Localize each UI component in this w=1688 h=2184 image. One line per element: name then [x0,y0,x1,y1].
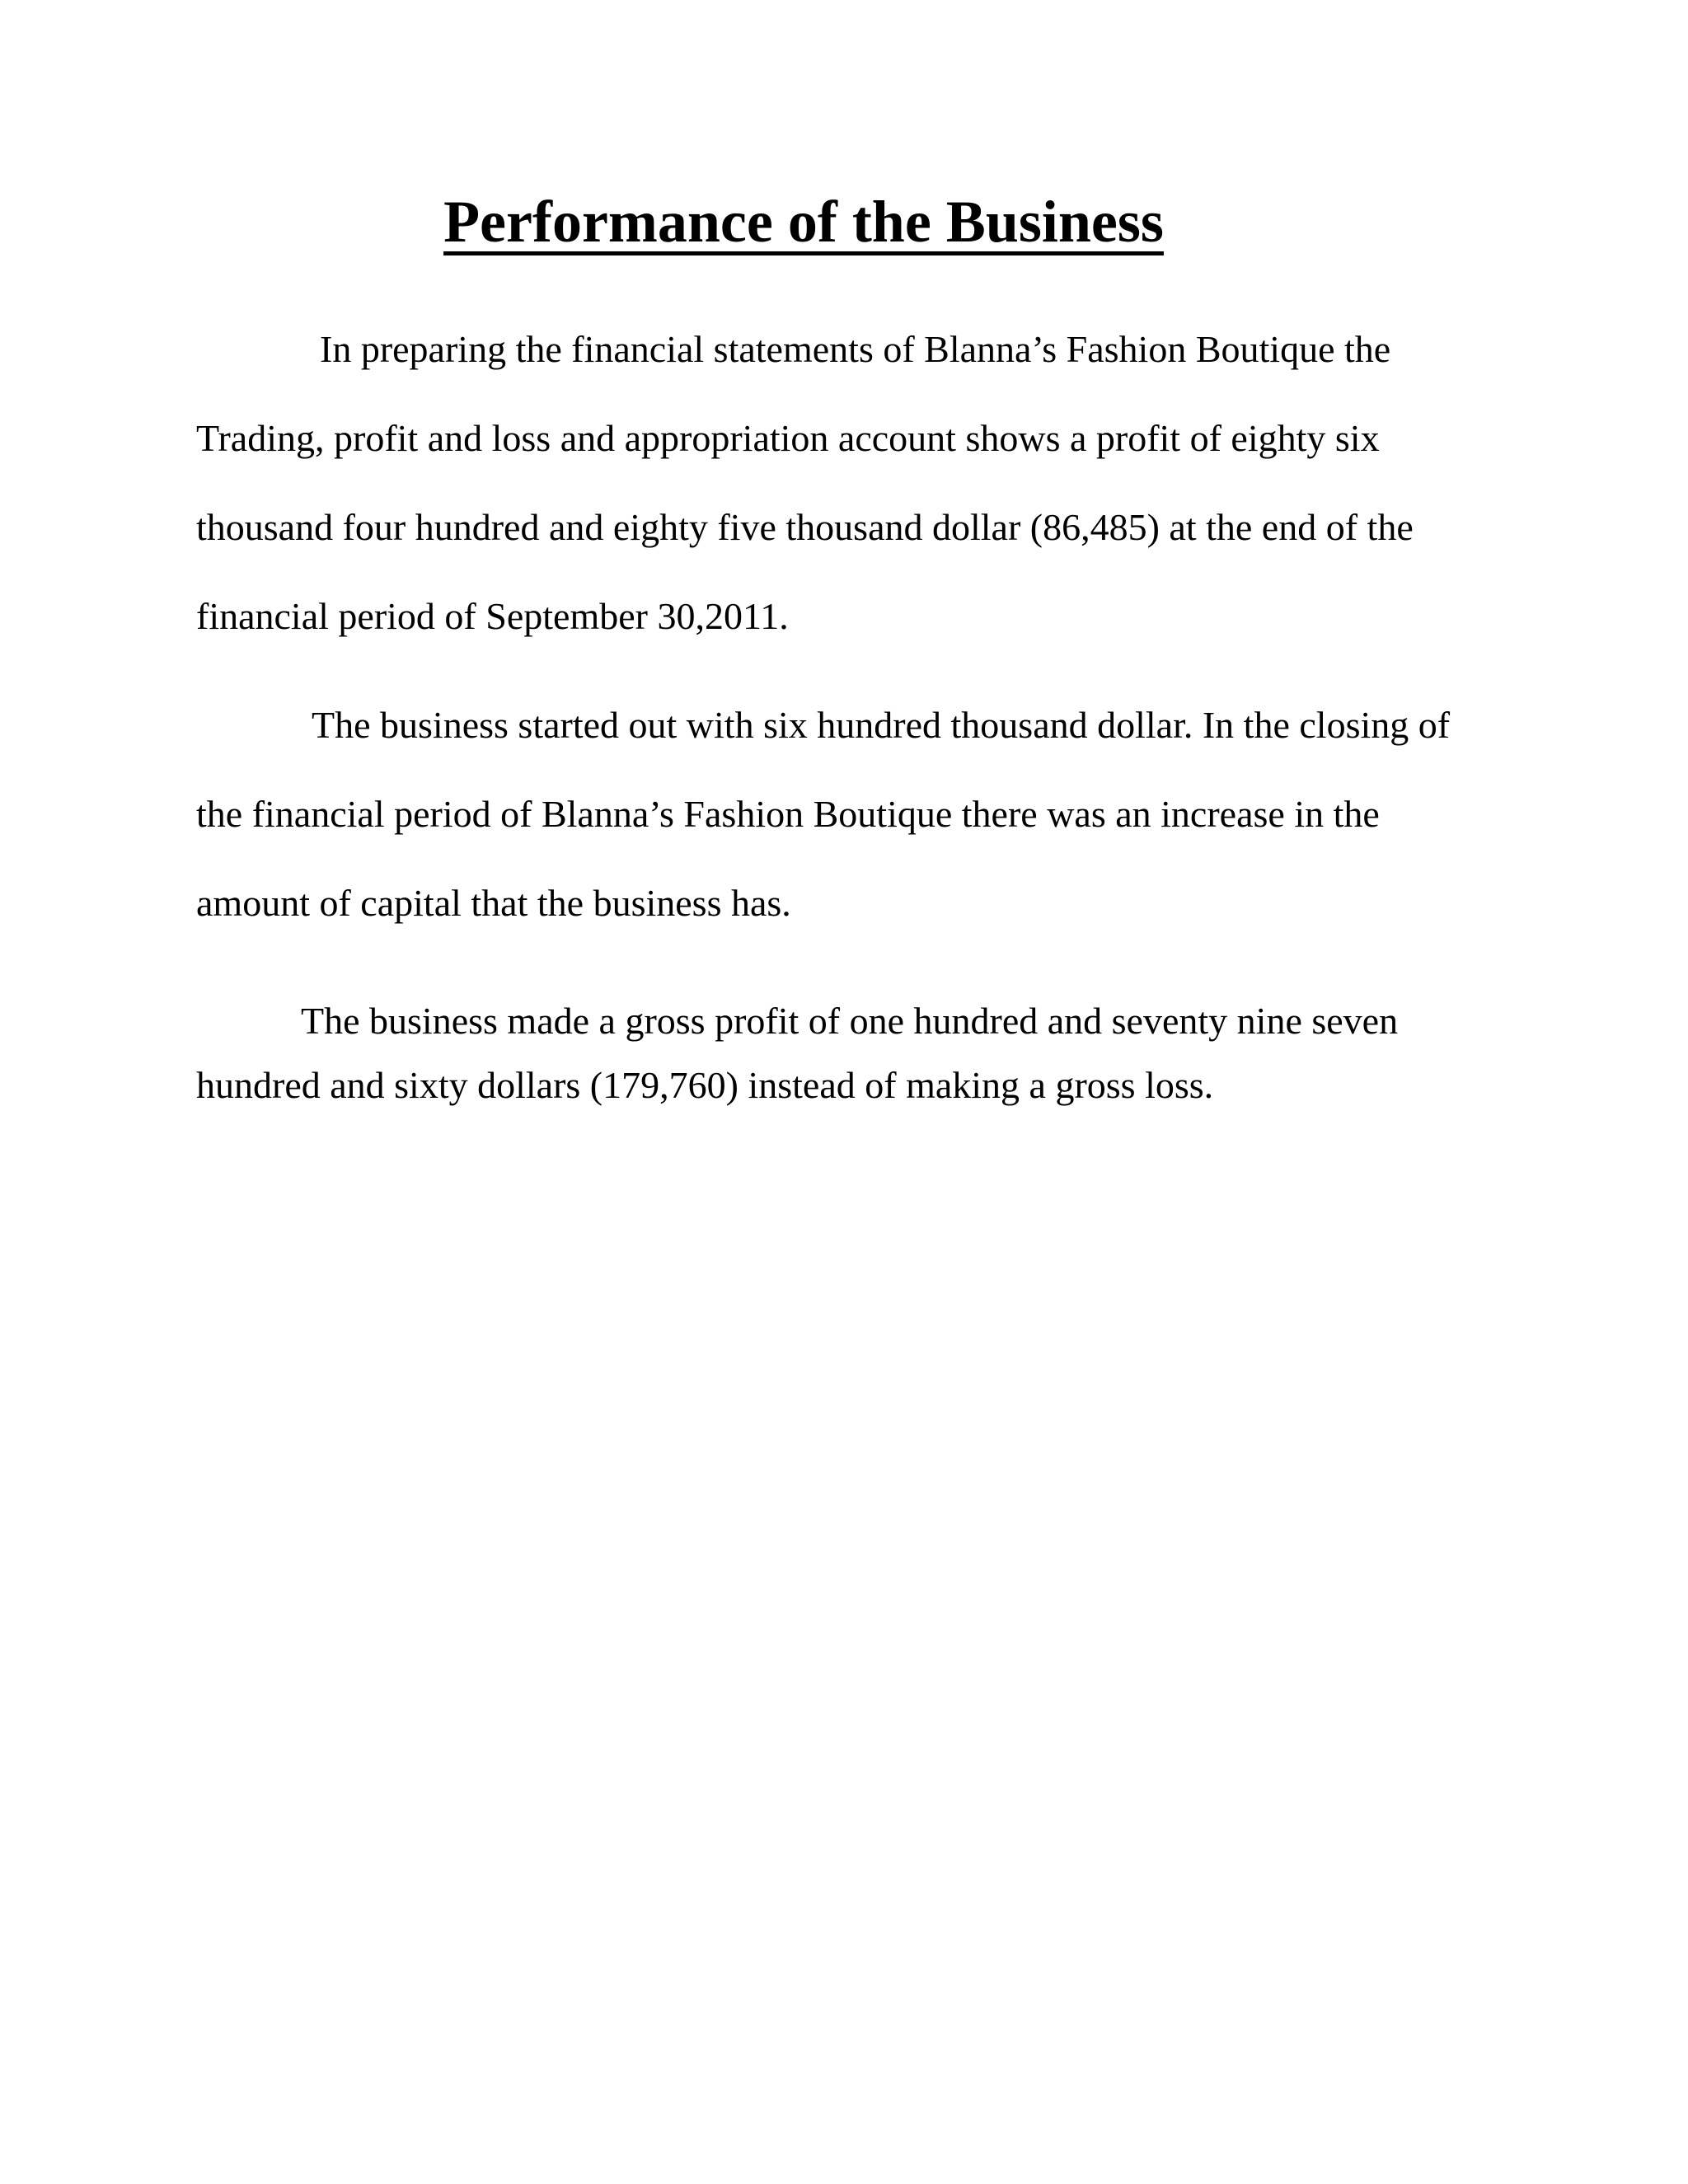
paragraph-line: the financial period of Blanna’s Fashion Boutique there was an increase in the [196,793,1380,835]
paragraph-capital [196,681,1515,948]
paragraph-gross-profit [196,989,1515,1118]
paragraph-line: The business started out with six hundred thousand dollar. In the closing of [312,704,1451,746]
page-title: Performance of the Business [443,189,1164,255]
paragraph-line: In preparing the financial statements of Blanna’s Fashion Boutique the [320,328,1391,370]
paragraph-line: hundred and sixty dollars (179,760) instead of making a gross loss. [196,1064,1214,1106]
paragraph-profit [196,305,1515,661]
paragraph-line: amount of capital that the business has. [196,882,791,924]
paragraph-line: The business made a gross profit of one hundred and seventy nine seven [301,1000,1399,1042]
paragraph-line: financial period of September 30,2011. [196,595,789,637]
paragraph-line: Trading, profit and loss and appropriation account shows a profit of eighty six [196,417,1380,459]
paragraph-line: thousand four hundred and eighty five thousand dollar (86,485) at the end of the [196,506,1414,548]
